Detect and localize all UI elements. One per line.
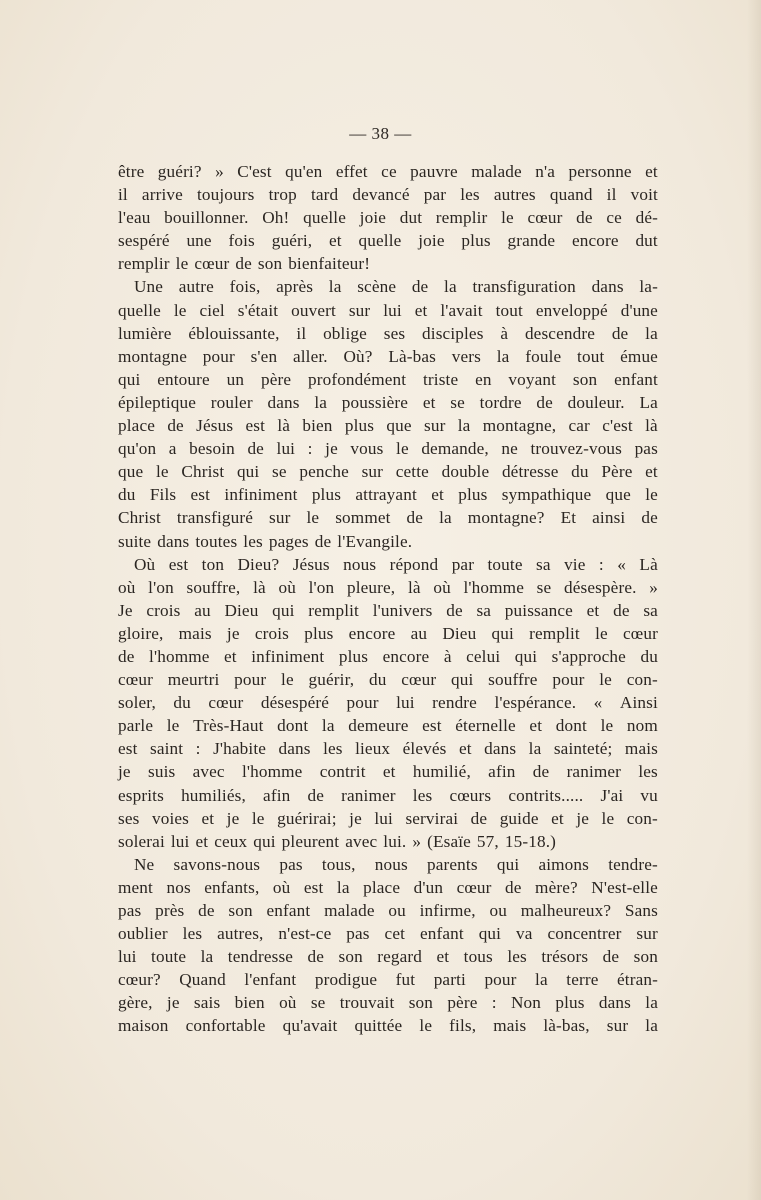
text-line: solerai lui et ceux qui pleurent avec lui. » (Esaïe 57, 15-18.) bbox=[118, 831, 557, 851]
text-line: suite dans toutes les pages de l'Evangile. bbox=[118, 531, 413, 551]
body-text bbox=[118, 160, 658, 1038]
text-line: est saint : J'habite dans les lieux élevés et dans la sainteté; mais bbox=[118, 739, 658, 759]
text-line: gloire, mais je crois plus encore au Dieu qui remplit le cœur bbox=[118, 623, 658, 643]
text-line: de l'homme et infiniment plus encore à celui qui s'approche du bbox=[118, 646, 658, 666]
page-number: — 38 — bbox=[349, 124, 412, 143]
text-line: qu'on a besoin de lui : je vous le demande, ne trouvez-vous pas bbox=[118, 439, 658, 459]
text-line: lui toute la tendresse de son regard et tous les trésors de son bbox=[118, 947, 658, 967]
text-line: ses voies et je le guérirai; je lui servirai de guide et je le con- bbox=[118, 808, 658, 828]
text-line: Une autre fois, après la scène de la transfiguration dans la- bbox=[134, 277, 658, 297]
text-line: il arrive toujours trop tard devancé par les autres quand il voit bbox=[118, 185, 658, 205]
page-edge-shadow bbox=[747, 0, 761, 1200]
text-line: maison confortable qu'avait quittée le fils, mais là-bas, sur la bbox=[118, 1016, 658, 1036]
text-line: remplir le cœur de son bienfaiteur! bbox=[118, 254, 371, 274]
text-line: pas près de son enfant malade ou infirme, ou malheureux? Sans bbox=[118, 901, 658, 920]
text-line: parle le Très-Haut dont la demeure est éternelle et dont le nom bbox=[118, 716, 658, 736]
text-line: Ne savons-nous pas tous, nous parents qui aimons tendre- bbox=[134, 854, 658, 874]
text-line: cœur? Quand l'enfant prodigue fut parti pour la terre étran- bbox=[118, 970, 658, 990]
text-line: montagne pour s'en aller. Où? Là-bas vers la foule tout émue bbox=[118, 346, 658, 366]
text-line: l'eau bouillonner. Oh! quelle joie dut remplir le cœur de ce dé- bbox=[118, 208, 658, 228]
text-line: qui entoure un père profondément triste en voyant son enfant bbox=[118, 369, 658, 389]
text-line: quelle le ciel s'était ouvert sur lui et l'avait tout enveloppé d'une bbox=[118, 300, 658, 320]
text-line: ment nos enfants, où est la place d'un cœur de mère? N'est-elle bbox=[118, 877, 658, 897]
text-line: cœur meurtri pour le guérir, du cœur qui souffre pour le con- bbox=[118, 670, 658, 690]
text-line: Je crois au Dieu qui remplit l'univers de sa puissance et de sa bbox=[118, 600, 658, 620]
text-line: esprits humiliés, afin de ranimer les cœurs contrits..... J'ai vu bbox=[118, 785, 658, 805]
text-line: du Fils est infiniment plus attrayant et plus sympathique que le bbox=[118, 485, 658, 505]
text-line: Où est ton Dieu? Jésus nous répond par toute sa vie : « Là bbox=[134, 554, 658, 574]
text-line: je suis avec l'homme contrit et humilié, afin de ranimer les bbox=[118, 762, 658, 782]
text-line: place de Jésus est là bien plus que sur la montagne, car c'est là bbox=[118, 416, 658, 436]
text-line: que le Christ qui se penche sur cette double détresse du Père et bbox=[118, 462, 658, 482]
text-line: sespéré une fois guéri, et quelle joie plus grande encore dut bbox=[118, 231, 658, 251]
text-line: où l'on souffre, là où l'on pleure, là où l'homme se désespère. » bbox=[118, 577, 658, 597]
text-line: gère, je sais bien où se trouvait son père : Non plus dans la bbox=[118, 993, 658, 1013]
text-line: lumière éblouissante, il oblige ses disciples à descendre de la bbox=[118, 323, 658, 343]
text-line: être guéri? » C'est qu'en effet ce pauvre malade n'a personne et bbox=[118, 162, 658, 181]
text-line: oublier les autres, n'est-ce pas cet enfant qui va concentrer sur bbox=[118, 924, 658, 944]
text-line: épileptique rouler dans la poussière et se tordre de douleur. La bbox=[118, 392, 658, 412]
text-line: soler, du cœur désespéré pour lui rendre l'espérance. « Ainsi bbox=[118, 693, 658, 713]
text-line: Christ transfiguré sur le sommet de la montagne? Et ainsi de bbox=[118, 508, 658, 528]
